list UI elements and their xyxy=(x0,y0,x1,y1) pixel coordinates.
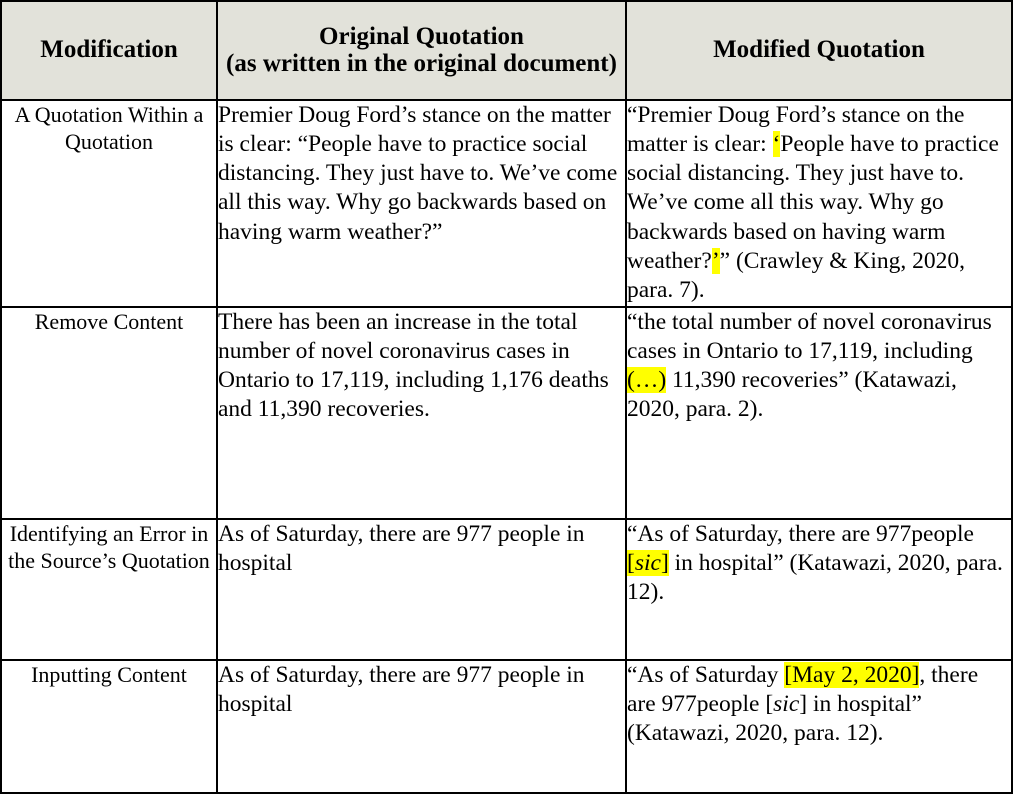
column-header-modification-title: Modification xyxy=(40,36,178,64)
text-run: 11,390 recoveries” (Katawazi, 2020, para. 2). xyxy=(627,367,957,423)
column-header-modified-quotation xyxy=(626,1,1012,100)
text-run: People have to practice social distancing. They just have to. We’ve come all this way. Why go backwards based on having warm weather? xyxy=(627,131,999,274)
cell-original-quotation: Premier Doug Ford’s stance on the matter is clear: “People have to practice social distancing. They just have to. We’ve come all this way. Why go backwards based on having warm weather?” xyxy=(217,100,626,307)
cell-original-quotation: There has been an increase in the total number of novel coronavirus cases in Ontario to 17,119, including 1,176 deaths and 11,390 recoveries. xyxy=(217,307,626,519)
text-run: ] in hospital” (Katawazi, 2020, para. 12). xyxy=(627,691,922,747)
table-row xyxy=(1,100,1012,307)
table-row xyxy=(1,519,1012,660)
column-header-modification xyxy=(1,1,217,100)
cell-original-quotation: As of Saturday, there are 977 people in hospital xyxy=(217,660,626,793)
column-header-original-subtitle: (as written in the original document) xyxy=(226,49,617,77)
column-header-original-title: Original Quotation xyxy=(319,22,524,50)
text-run: sic xyxy=(773,691,800,718)
cell-modification-type: Identifying an Error in the Source’s Quotation xyxy=(1,519,217,660)
highlighted-text-run: ‘ xyxy=(772,131,781,158)
text-run: , there are 977people [ xyxy=(627,662,979,718)
text-run: “the total number of novel coronavirus cases in Ontario to 17,119, including xyxy=(627,309,992,365)
cell-modification-type: Inputting Content xyxy=(1,660,217,793)
text-run: “As of Saturday, there are 977people xyxy=(627,521,974,547)
text-run: “Premier Doug Ford’s stance on the matter is clear: xyxy=(627,102,965,158)
highlighted-text-run: ’ xyxy=(711,247,720,274)
cell-original-quotation: As of Saturday, there are 977 people in hospital xyxy=(217,519,626,660)
text-run: in hospital” (Katawazi, 2020, para. 12). xyxy=(627,550,1003,606)
column-header-modified-title: Modified Quotation xyxy=(713,36,925,64)
highlighted-text-run: [ xyxy=(627,550,635,577)
column-header-original-quotation xyxy=(217,1,626,100)
table-row xyxy=(1,307,1012,519)
cell-modification-type: A Quotation Within a Quotation xyxy=(1,100,217,307)
table-header-row xyxy=(1,1,1012,100)
table-row xyxy=(1,660,1012,793)
highlighted-text-run: [May 2, 2020] xyxy=(784,662,920,688)
table-body xyxy=(1,100,1012,793)
text-run: ” (Crawley & King, 2020, para. 7). xyxy=(627,247,966,303)
highlighted-text-run: ] xyxy=(660,550,669,577)
cell-modified-quotation xyxy=(626,307,1012,519)
highlighted-text-run: sic xyxy=(634,550,661,577)
text-run: “As of Saturday xyxy=(627,662,785,688)
cell-modification-type: Remove Content xyxy=(1,307,217,519)
cell-modified-quotation xyxy=(626,660,1012,793)
highlighted-text-run: (…) xyxy=(627,367,667,394)
cell-modified-quotation xyxy=(626,100,1012,307)
cell-modified-quotation xyxy=(626,519,1012,660)
